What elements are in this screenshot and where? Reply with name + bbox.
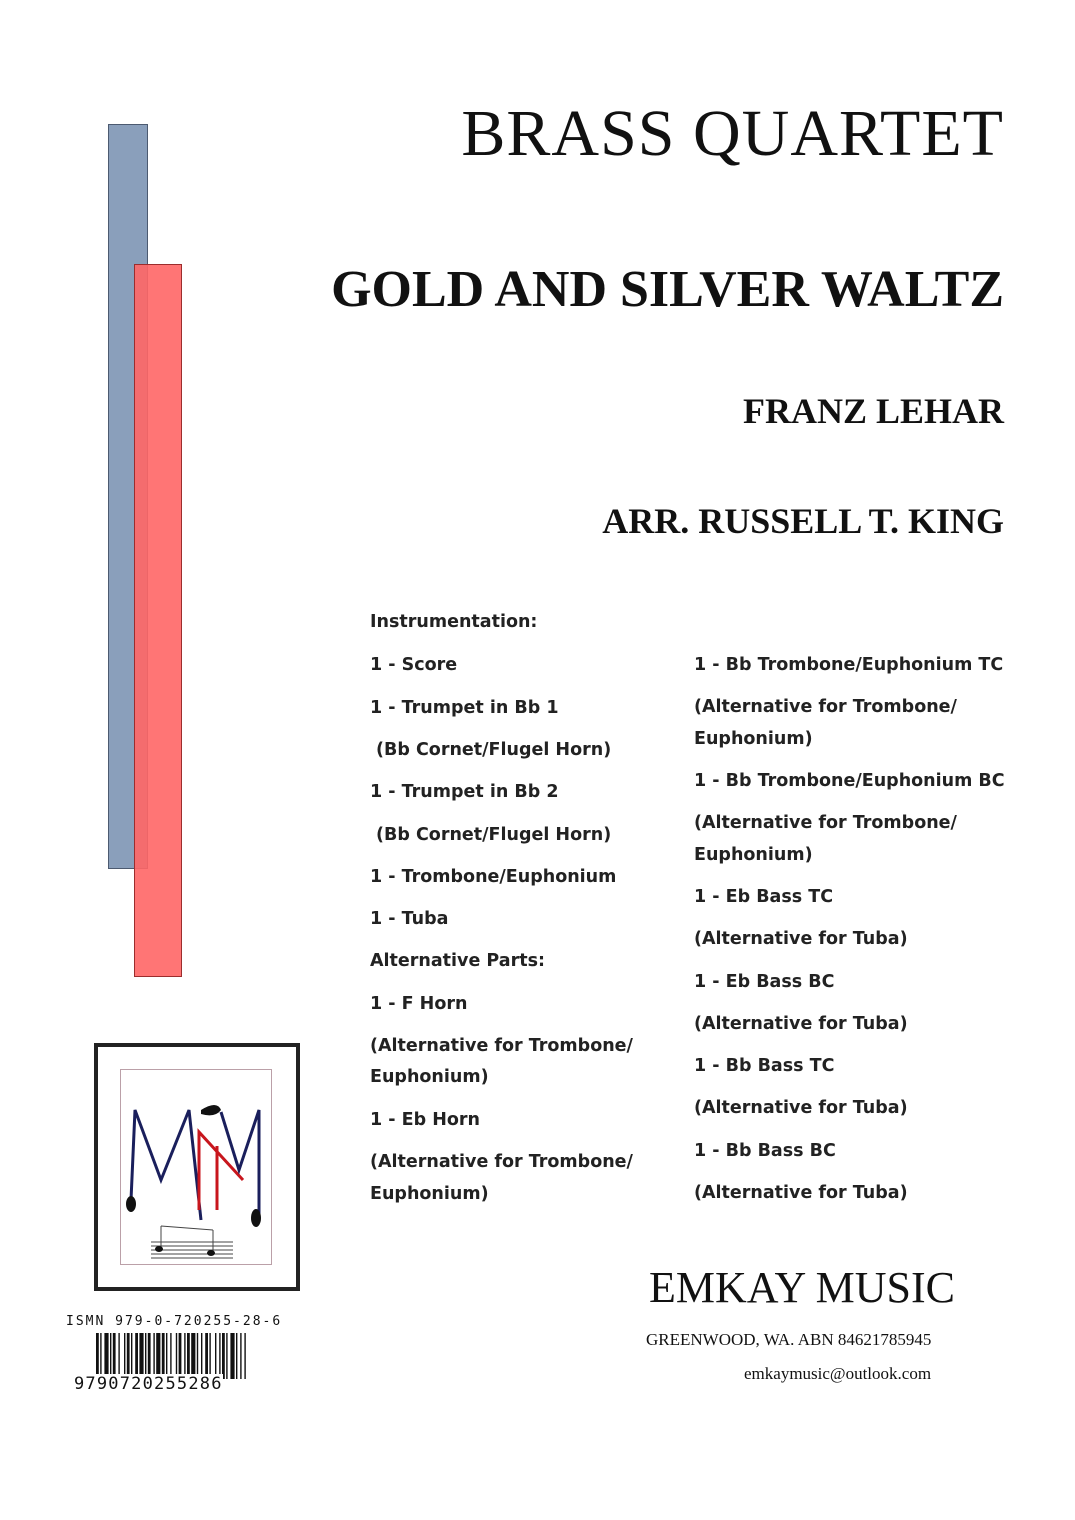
ensemble-title: BRASS QUARTET: [461, 97, 1004, 170]
arranger-name: ARR. RUSSELL T. KING: [602, 501, 1004, 541]
piece-title: GOLD AND SILVER WALTZ: [331, 261, 1004, 318]
instrumentation-line: 1 - Trombone/Euphonium: [370, 867, 617, 887]
ismn-label: ISMN 979-0-720255-28-6: [66, 1314, 283, 1329]
instrumentation-line: 1 - Bb Trombone/Euphonium BC: [694, 771, 1005, 791]
instrumentation-line: Euphonium): [694, 729, 813, 749]
instrumentation-line: (Alternative for Tuba): [694, 929, 908, 949]
instrumentation-line: Euphonium): [370, 1067, 489, 1087]
instrumentation-line: 1 - Bb Bass BC: [694, 1141, 836, 1161]
instrumentation-line: Alternative Parts:: [370, 951, 545, 971]
publisher-logo: [94, 1043, 300, 1291]
instrumentation-line: (Alternative for Tuba): [694, 1014, 908, 1034]
instrumentation-line: 1 - F Horn: [370, 994, 468, 1014]
instrumentation-line: (Alternative for Tuba): [694, 1098, 908, 1118]
instrumentation-line: 1 - Trumpet in Bb 1: [370, 698, 559, 718]
instrumentation-line: (Alternative for Tuba): [694, 1183, 908, 1203]
instrumentation-line: 1 - Trumpet in Bb 2: [370, 782, 559, 802]
barcode-digits: 9790720255286: [74, 1374, 223, 1394]
instrumentation-line: Euphonium): [370, 1184, 489, 1204]
instrumentation-line: (Bb Cornet/Flugel Horn): [376, 740, 612, 760]
instrumentation-line: 1 - Bb Trombone/Euphonium TC: [694, 655, 1004, 675]
instrumentation-line: 1 - Eb Bass BC: [694, 972, 835, 992]
instrumentation-line: (Alternative for Trombone/: [370, 1152, 633, 1172]
logo-inner-frame: [120, 1069, 272, 1265]
instrumentation-line: 1 - Tuba: [370, 909, 449, 929]
instrumentation-left-column: [370, 612, 670, 1212]
instrumentation-line: (Bb Cornet/Flugel Horn): [376, 825, 612, 845]
instrumentation-line: Euphonium): [694, 845, 813, 865]
publisher-address: GREENWOOD, WA. ABN 84621785945: [646, 1330, 932, 1349]
publisher-name: EMKAY MUSIC: [649, 1263, 956, 1312]
instrumentation-line: (Alternative for Trombone/: [694, 813, 957, 833]
instrumentation-line: 1 - Bb Bass TC: [694, 1056, 835, 1076]
instrumentation-line: (Alternative for Trombone/: [694, 697, 957, 717]
instrumentation-line: Instrumentation:: [370, 612, 538, 632]
composer-name: FRANZ LEHAR: [742, 391, 1004, 431]
publisher-email: emkaymusic@outlook.com: [744, 1364, 932, 1383]
instrumentation-line: 1 - Score: [370, 655, 458, 675]
decorative-red-bar: [134, 264, 182, 977]
instrumentation-right-column: [694, 655, 1014, 1215]
mk-monogram-logo-icon: [121, 1070, 271, 1264]
instrumentation-line: 1 - Eb Bass TC: [694, 887, 834, 907]
instrumentation-line: 1 - Eb Horn: [370, 1110, 480, 1130]
instrumentation-line: (Alternative for Trombone/: [370, 1036, 633, 1056]
